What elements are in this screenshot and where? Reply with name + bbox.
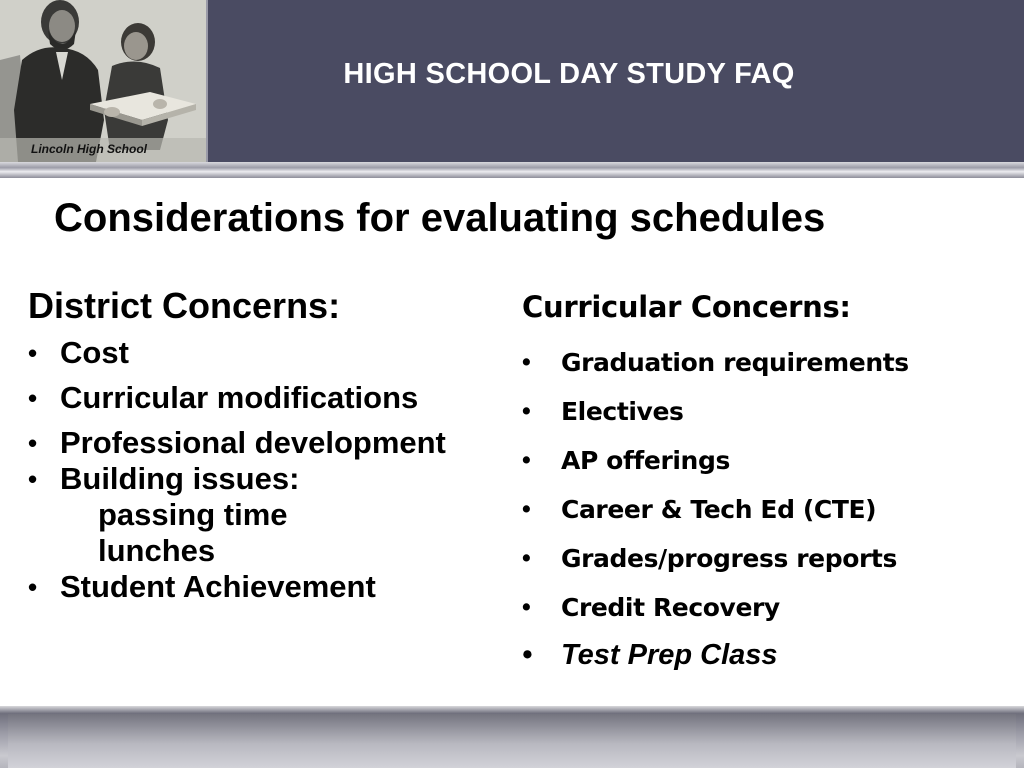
list-item — [522, 397, 1002, 446]
list-item-text: Student Achievement — [60, 569, 376, 604]
list-item — [28, 380, 498, 416]
bullet-icon: • — [28, 572, 38, 602]
bullet-icon: • — [522, 446, 531, 474]
list-item-text: AP offerings — [561, 446, 730, 475]
list-item-emphasized — [522, 639, 1002, 688]
list-item-text: Test Prep Class — [561, 639, 778, 671]
list-item — [522, 544, 1002, 593]
logo-caption: Lincoln High School — [31, 142, 147, 156]
list-item-text: Electives — [561, 397, 684, 426]
list-item — [28, 461, 498, 569]
bullet-icon: • — [28, 383, 38, 413]
list-item-text: Cost — [60, 335, 129, 370]
list-item — [522, 446, 1002, 495]
list-item-text: Credit Recovery — [561, 593, 780, 622]
logo-panel — [0, 0, 208, 162]
sub-item-text: passing time — [98, 497, 288, 532]
slide-title: Considerations for evaluating schedules — [54, 196, 826, 240]
bullet-icon: • — [522, 544, 531, 572]
district-concerns-heading: District Concerns: — [28, 285, 341, 326]
bullet-icon: • — [522, 495, 531, 523]
curricular-concerns-section — [522, 290, 1002, 688]
bullet-icon: • — [28, 338, 38, 368]
list-item-text: Career & Tech Ed (CTE) — [561, 495, 877, 524]
sub-item-text: lunches — [98, 533, 216, 568]
footer-bar — [0, 706, 1024, 768]
bullet-icon: • — [28, 428, 38, 458]
list-item — [522, 495, 1002, 544]
list-item-text: Professional development — [60, 425, 446, 460]
bullet-icon: • — [522, 639, 533, 671]
bullet-icon: • — [522, 348, 531, 376]
list-item — [28, 569, 498, 605]
footer-panel — [8, 714, 1016, 768]
list-item — [28, 425, 498, 461]
list-item-text: Building issues: — [60, 461, 300, 496]
bullet-icon: • — [28, 464, 38, 494]
list-item-text: Curricular modifications — [60, 380, 419, 415]
list-item — [522, 348, 1002, 397]
bullet-icon: • — [522, 397, 531, 425]
bullet-icon: • — [522, 593, 531, 621]
header-divider — [0, 162, 1024, 178]
list-item-text: Grades/progress reports — [561, 544, 897, 573]
list-item — [522, 593, 1002, 642]
lincoln-engraving-image — [0, 0, 206, 162]
district-concerns-section — [28, 285, 498, 605]
curricular-concerns-list — [522, 348, 1002, 688]
list-item-text: Graduation requirements — [561, 348, 909, 377]
district-concerns-list — [28, 335, 498, 605]
header-title: HIGH SCHOOL DAY STUDY FAQ — [343, 58, 795, 90]
curricular-concerns-heading: Curricular Concerns: — [522, 290, 851, 324]
list-item — [28, 335, 498, 371]
